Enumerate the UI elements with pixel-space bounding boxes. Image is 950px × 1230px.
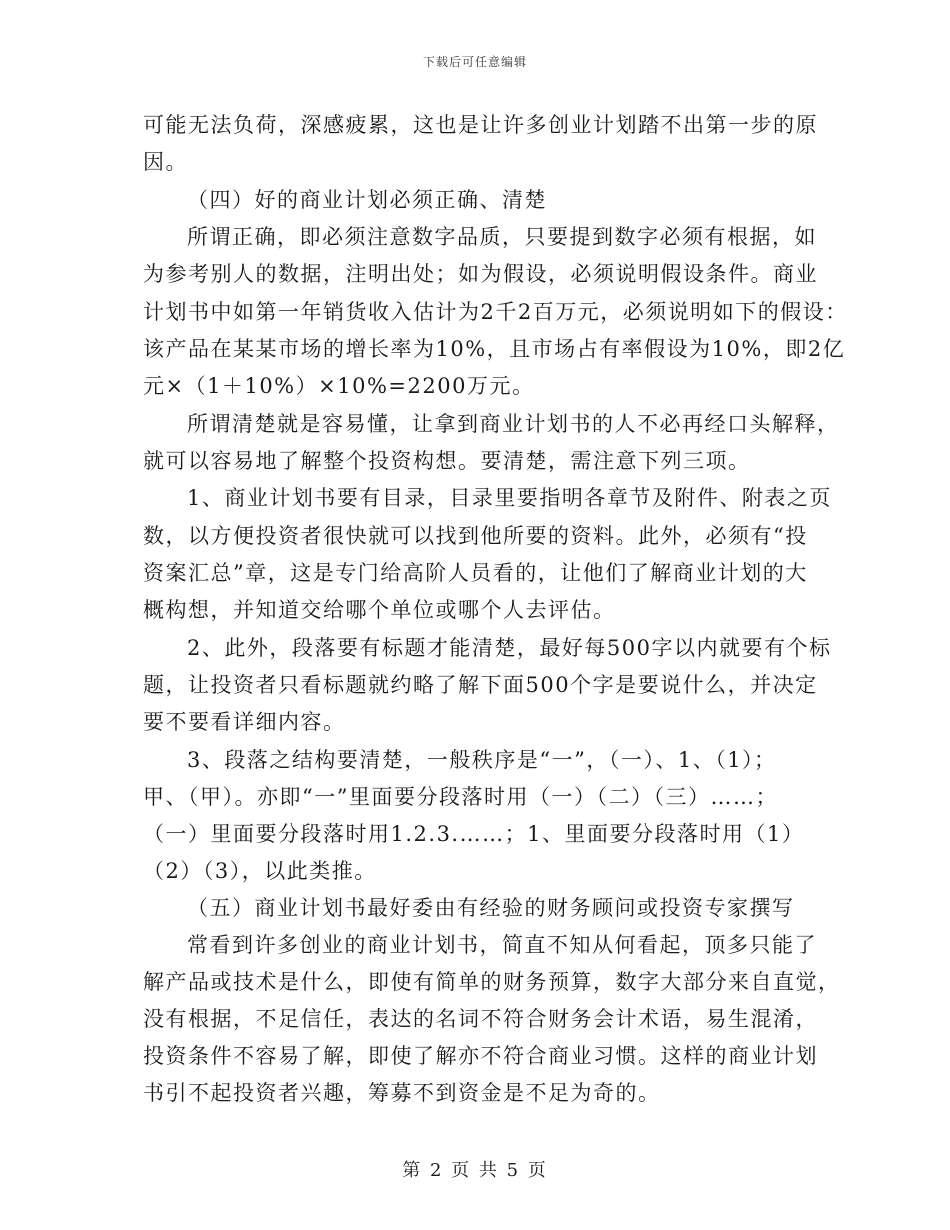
text-line: 可能无法负荷，深感疲累，这也是让许多创业计划踏不出第一步的原 (143, 113, 818, 137)
text-line: 计划书中如第一年销货收入估计为2千2百万元，必须说明如下的假设： (143, 300, 848, 324)
text-line: 没有根据，不足信任，表达的名词不符合财务会计术语，易生混淆， (143, 1007, 818, 1031)
page-footer: 第 2 页 共 5 页 (402, 1160, 548, 1181)
text-line: 数，以方便投资者很快就可以找到他所要的资料。此外，必须有“投 (143, 524, 808, 548)
text-line: 为参考别人的数据，注明出处；如为假设，必须说明假设条件。商业 (143, 262, 818, 286)
text-line: 解产品或技术是什么，即使有简单的财务预算，数字大部分来自直觉， (143, 970, 841, 994)
text-line: 题，让投资者只看标题就约略了解下面500个字是要说什么，并决定 (143, 673, 818, 697)
text-line: 该产品在某某市场的增长率为10%，且市场占有率假设为10%，即2亿 (143, 337, 846, 361)
text-line: 元×（1＋10%）×10%=2200万元。 (143, 374, 535, 398)
text-line: 所谓清楚就是容易懂，让拿到商业计划书的人不必再经口头解释， (187, 412, 840, 436)
text-line: 资案汇总”章，这是专门给高阶人员看的，让他们了解商业计划的大 (143, 561, 808, 585)
text-line: 要不要看详细内容。 (143, 710, 346, 734)
text-line: （2）（3），以此类推。 (143, 859, 377, 883)
text-line: 常看到许多创业的商业计划书，简直不知从何看起，顶多只能了 (187, 933, 817, 957)
section-heading: （四）好的商业计划必须正确、清楚 (187, 188, 547, 212)
section-heading: （五）商业计划书最好委由有经验的财务顾问或投资专家撰写 (187, 896, 795, 920)
text-line: （一）里面要分段落时用1.2.3.……；1、里面要分段落时用（1） (143, 822, 805, 846)
text-line: 3、段落之结构要清楚，一般秩序是“一”，（一）、1、（1）； (187, 748, 777, 772)
text-line: 投资条件不容易了解，即使了解亦不符合商业习惯。这样的商业计划 (143, 1044, 818, 1068)
page-header: 下载后可任意编辑 (422, 55, 527, 69)
text-line: 甲、（甲）。亦即“一”里面要分段落时用（一）（二）（三）……； (143, 785, 778, 809)
text-line: 2、此外，段落要有标题才能清楚，最好每500字以内就要有个标 (187, 636, 832, 660)
text-line: 1、商业计划书要有目录，目录里要指明各章节及附件、附表之页 (187, 486, 832, 510)
text-line: 书引不起投资者兴趣，筹募不到资金是不足为奇的。 (143, 1081, 661, 1105)
text-line: 概构想，并知道交给哪个单位或哪个人去评估。 (143, 598, 616, 622)
text-line: 就可以容易地了解整个投资构想。要清楚，需注意下列三项。 (143, 449, 751, 473)
text-line: 因。 (143, 150, 188, 174)
text-line: 所谓正确，即必须注意数字品质，只要提到数字必须有根据，如 (187, 225, 817, 249)
